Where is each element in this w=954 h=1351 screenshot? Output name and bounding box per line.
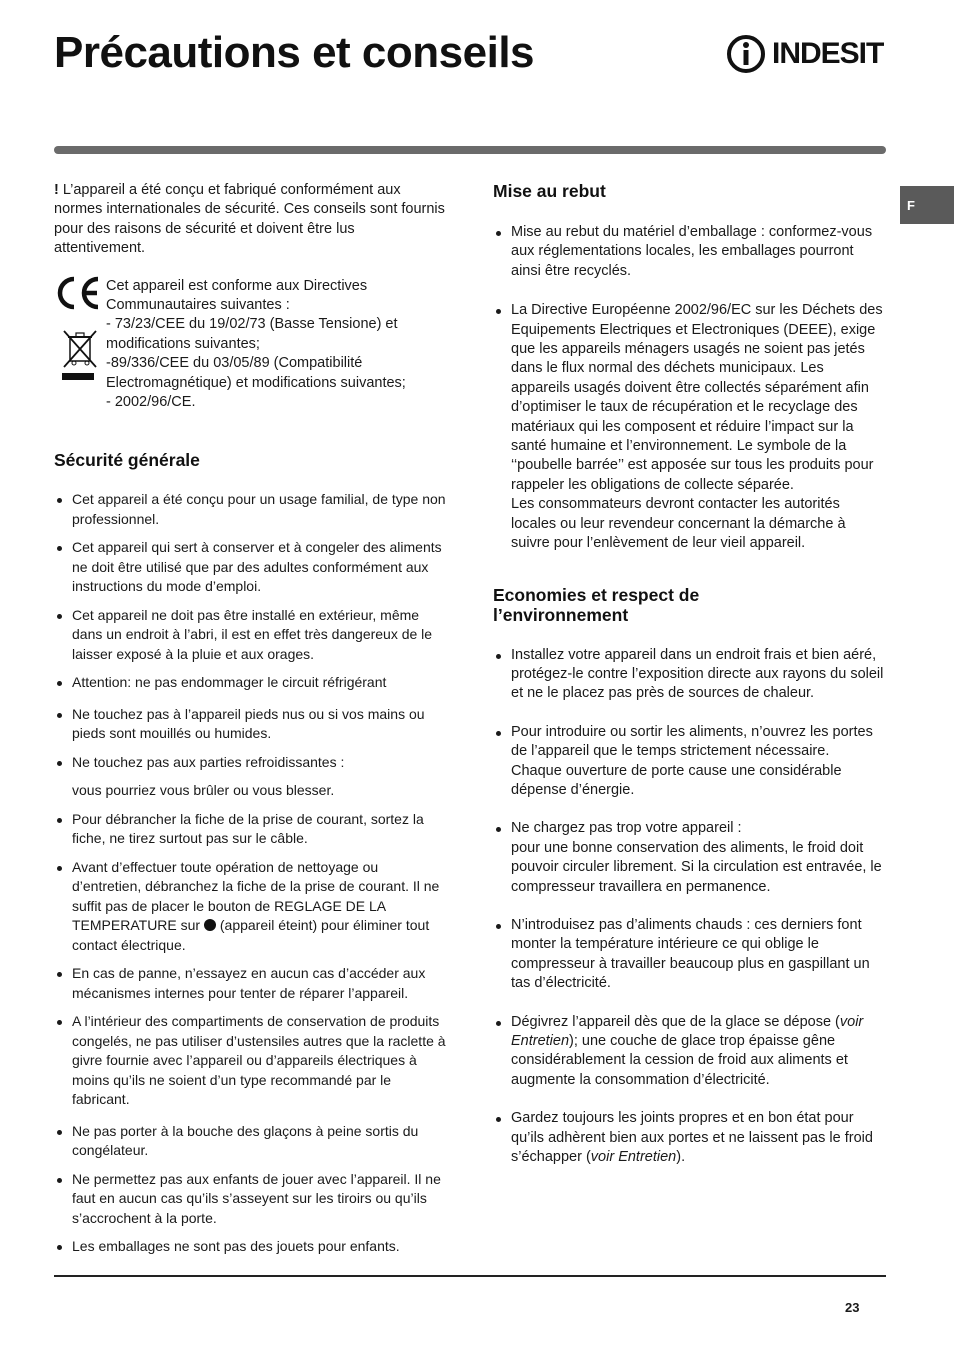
temp-text-b: (appareil éteint) pour éliminer tout contact électrique. xyxy=(72,917,430,953)
list-item: A l’intérieur des compartiments de conservation de produits congelés, ne pas utiliser d’ustensiles autres que la raclette à givre fournie avec l’appareil ou d’appareils électriques à moins qu’ils ne soient d’un type recommandé par le fabricant. xyxy=(54,1012,446,1110)
ce-line: - 73/23/CEE du 19/02/73 (Basse Tensione) et modifications suivantes; xyxy=(106,316,398,352)
text: Gardez toujours les joints propres et en bon état pour qu’ils adhèrent bien aux portes et ne laissent pas le froid s’échapper ( xyxy=(511,1110,873,1166)
text: Dégivrez l’appareil dès que de la glace se dépose ( xyxy=(511,1013,840,1030)
list-item xyxy=(493,1109,886,1167)
text: ); une couche de glace trop épaisse gêne considérablement la cession de froid aux aliments et augmente la consommation d’électricité. xyxy=(511,1033,848,1088)
section-title-securite: Sécurité générale xyxy=(54,450,200,471)
ce-mark-icon xyxy=(54,275,102,311)
language-tab: F xyxy=(900,186,954,224)
section-title-eco: Economies et respect de l’environnement xyxy=(493,584,700,625)
intro-paragraph xyxy=(54,181,446,259)
warning-mark: ! xyxy=(54,182,59,198)
list-item: Pour débrancher la fiche de la prise de courant, sortez la fiche, ne tirez surtout pas sur le câble. xyxy=(54,810,446,849)
list-item: Installez votre appareil dans un endroit frais et bien aéré, protégez-le contre l’exposition directe aux rayons du soleil et ne le placez pas près de sources de chaleur. xyxy=(493,646,886,704)
list-item-text: Ne chargez pas trop votre appareil : xyxy=(511,820,742,837)
rebut-list xyxy=(493,223,886,554)
list-item: Ne touchez pas à l’appareil pieds nus ou si vos mains ou pieds sont mouillés ou humides. xyxy=(54,705,446,744)
list-item: Ne permettez pas aux enfants de jouer avec l’appareil. Il ne faut en aucun cas qu’ils s’asseyent sur les tiroirs ou qu’ils s’accrochent à la porte. xyxy=(54,1170,446,1229)
list-item: Ne touchez pas aux parties refroidissantes : xyxy=(54,753,446,773)
list-item: Cet appareil ne doit pas être installé en extérieur, même dans un endroit à l’abri, il est en effet très dangereux de le laisser exposé à la pluie et aux orages. xyxy=(54,606,446,665)
header-divider xyxy=(54,146,886,154)
list-item: Cet appareil a été conçu pour un usage familial, de type non professionnel. xyxy=(54,490,446,529)
list-item: Les emballages ne sont pas des jouets pour enfants. xyxy=(54,1237,446,1257)
list-item: En cas de panne, n’essayez en aucun cas d’accéder aux mécanismes internes pour tenter de réparer l’appareil. xyxy=(54,964,446,1003)
securite-list xyxy=(54,490,446,1257)
list-item-text: La Directive Européenne 2002/96/EC sur les Déchets des Equipements Electriques et Electroniques (DEEE), exige que les appareils ménagers usagés ne soient pas jetés dans le flux normal des déchets municipaux. Les appareils usagés doivent être collectés séparément afin d’optimiser le taux de récupération et le recyclage des matériaux qui les composent et réduire l’impact sur la santé humaine et l’environnement. Le symbole de la ‘‘poubelle barrée’’ est apposée sur tous les produits pour rappeler les obligations de collecte séparée. xyxy=(511,302,883,493)
ce-directives-text xyxy=(106,277,446,413)
list-item-continuation: vous pourriez vous brûler ou vous blesser. xyxy=(72,782,335,799)
list-item: Attention: ne pas endommager le circuit réfrigérant xyxy=(54,673,446,693)
conformity-icons xyxy=(54,277,106,413)
ce-line: -89/336/CEE du 03/05/89 (Compatibilité Electromagnétique) et modifications suivantes; xyxy=(106,355,406,391)
intro-text: L’appareil a été conçu et fabriqué conformément aux normes internationales de sécurité. Ces conseils sont fournis pour des raisons de sécurité et doivent être lus attentivement. xyxy=(54,182,445,257)
list-item-text: Les consommateurs devront contacter les autorités locales ou leur revendeur concernant la démarche à suivre pour l’enlèvement de leur vieil appareil. xyxy=(511,496,846,552)
list-item: Mise au rebut du matériel d’emballage : conformez-vous aux réglementations locales, les emballages pourront ainsi être recyclés. xyxy=(493,223,886,281)
list-item-text: pour une bonne conservation des aliments, le froid doit pouvoir circuler librement. Si la circulation est entravée, le compresseur travaillera en permanence. xyxy=(511,839,882,895)
list-item: Cet appareil qui sert à conserver et à congeler des aliments ne doit être utilisé que par des adultes conformément aux instructions du mode d’emploi. xyxy=(54,538,446,597)
logo-text: INDESIT xyxy=(772,37,884,70)
temp-text-a: Avant d’effectuer toute opération de nettoyage ou d’entretien, débranchez la fiche de la prise de courant. Il ne suffit pas de placer le bouton de REGLAGE DE LA TEMPERATURE sur xyxy=(72,858,440,934)
ce-line: Cet appareil est conforme aux Directives Communautaires suivantes : xyxy=(106,277,368,314)
list-item xyxy=(493,1013,886,1091)
eco-list xyxy=(493,646,886,1168)
crossed-bin-icon xyxy=(60,327,100,383)
ce-conformity-block xyxy=(54,277,446,413)
list-item xyxy=(493,723,886,801)
list-item xyxy=(54,858,446,956)
footer-divider xyxy=(54,1275,886,1277)
indesit-logo-icon xyxy=(726,34,766,74)
brand-logo xyxy=(726,34,883,74)
reference-link-text: voir Entretien xyxy=(590,1149,677,1166)
list-item-text: Chaque ouverture de porte cause une considérable dépense d’énergie. xyxy=(511,762,842,798)
ce-line: - 2002/96/CE. xyxy=(106,394,196,411)
list-item-text: Pour introduire ou sortir les aliments, n’ouvrez les portes de l’appareil que le temps strictement nécessaire. xyxy=(511,723,873,760)
list-item xyxy=(493,819,886,897)
page-number: 23 xyxy=(845,1300,860,1315)
reference-link-text: voir Entretien xyxy=(511,1013,864,1049)
left-column xyxy=(54,181,446,1257)
off-dot-icon xyxy=(204,919,216,931)
list-item: N’introduisez pas d’aliments chauds : ces derniers font monter la température intérieure ce qui oblige le compresseur à travailler beaucoup plus en gaspillant un tas d’électricité. xyxy=(493,916,886,994)
list-item: Ne pas porter à la bouche des glaçons à peine sortis du congélateur. xyxy=(54,1122,446,1161)
page-title: Précautions et conseils xyxy=(54,28,535,77)
list-item xyxy=(493,301,886,553)
right-column xyxy=(493,181,886,1167)
section-title-rebut: Mise au rebut xyxy=(493,181,606,201)
text: ). xyxy=(676,1149,686,1166)
